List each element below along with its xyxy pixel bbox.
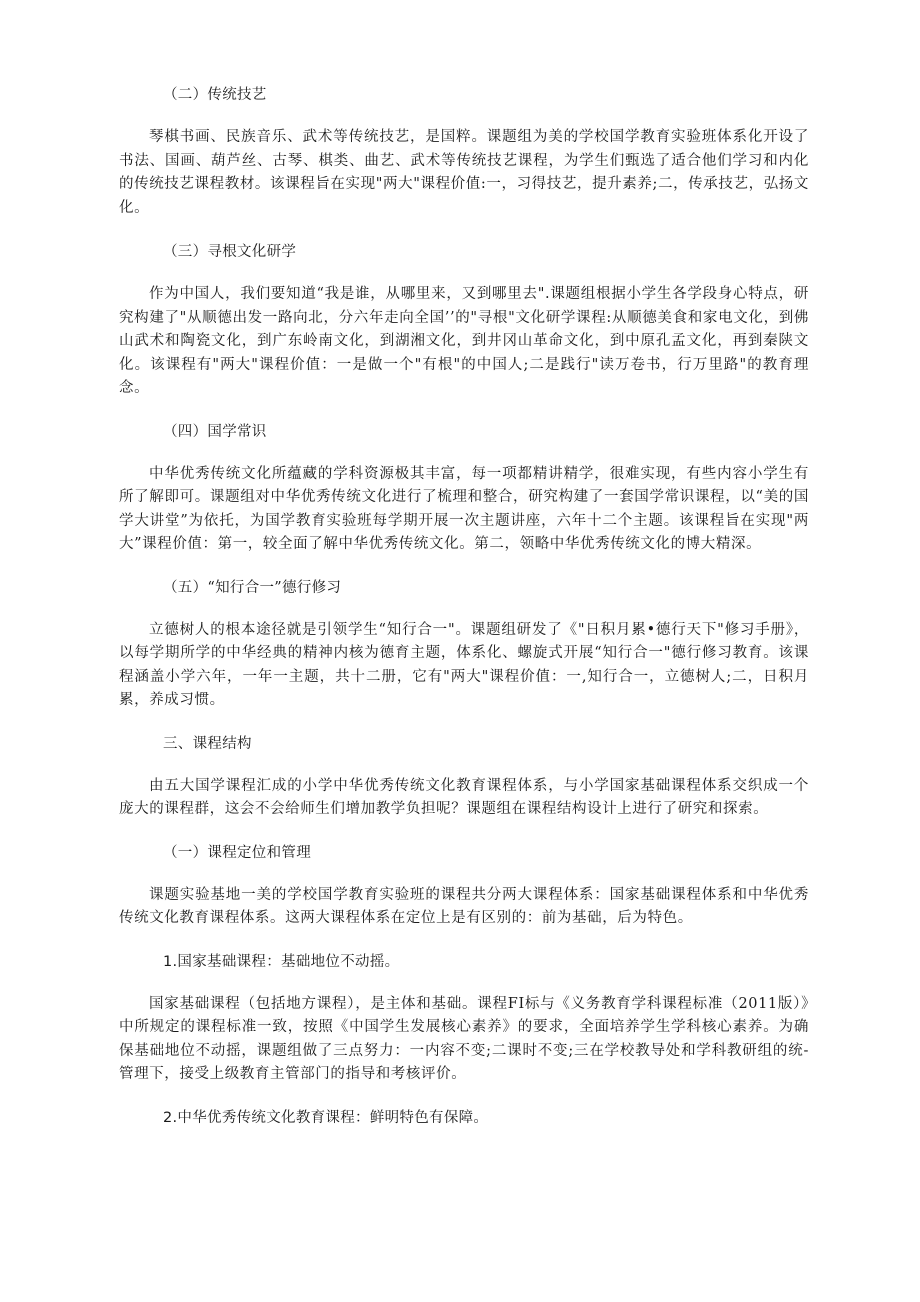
section-heading-course-structure: 三、课程结构 [163,735,252,752]
section-heading-traditional-crafts: （二）传统技艺 [163,87,267,103]
paragraph-traditional-crafts: 琴棋书画、民族音乐、武术等传统技艺，是国粹。课题组为美的学校国学教育实验班体系化开设了书法、国画、葫芦丝、古琴、棋类、曲艺、武术等传统技艺课程，为学生们甄选了适合他们学习和内化的传统技艺课程教材。该课程旨在实现"两大"课程价值:一，习得技艺，提升素养;二，传承技艺，弘扬文化。 [119,129,809,216]
section-heading-national-basic: 1.国家基础课程：基础地位不动摇。 [163,953,400,970]
section-heading-zhixing-heyi: （五）“知行合一”德行修习 [163,579,342,596]
paragraph-root-culture: 作为中国人，我们要知道“我是谁，从哪里来，又到哪里去".课题组根据小学生各学段身心特点，研究构建了"从顺德出发一路向北，分六年走向全国’’的"寻根"文化研学课程:从顺德美食和家电文化，到佛山武术和陶瓷文化，到广东岭南文化，到湖湘文化，到井冈山革命文化，到中原孔孟文化，再到秦陕文化。该课程有"两大"课程价值：一是做一个"有根"的中国人;二是践行"读万卷书，行万里路"的教育理念。 [119,286,809,396]
paragraph-zhixing-heyi: 立德树人的根本途径就是引领学生“知行合一"。课题组研发了《"日积月累•德行天下"修习手册》，以每学期所学的中华经典的精神内核为德育主题，体系化、螺旋式开展“知行合一"德行修习教育。该课程涵盖小学六年，一年一主题，共十二册，它有"两大"课程价值：一,知行合一，立德树人;二，日积月累，养成习惯。 [119,621,809,708]
paragraph-course-structure: 由五大国学课程汇成的小学中华优秀传统文化教育课程体系，与小学国家基础课程体系交织成一个庞大的课程群，这会不会给师生们增加教学负担呢？课题组在课程结构设计上进行了研究和探索。 [119,777,809,817]
document-page [119,82,809,1131]
section-heading-traditional-culture-course: 2.中华优秀传统文化教育课程：鲜明特色有保障。 [163,1109,489,1126]
paragraph-guoxue-knowledge: 中华优秀传统文化所蕴藏的学科资源极其丰富，每一项都精讲精学，很难实现，有些内容小学生有所了解即可。课题组对中华优秀传统文化进行了梳理和整合，研究构建了一套国学常识课程，以“美的国学大讲堂”为依托，为国学教育实验班每学期开展一次主题讲座，六年十二个主题。该课程旨在实现"两大”课程价值：第一，较全面了解中华优秀传统文化。第二，领略中华优秀传统文化的博大精深。 [119,465,809,552]
section-heading-guoxue-knowledge: （四）国学常识 [163,423,267,440]
paragraph-national-basic: 国家基础课程（包括地方课程），是主体和基础。课程FI标与《义务教育学科课程标准（2011版）》中所规定的课程标准一致，按照《中国学生发展核心素养》的要求，全面培养学生学科核心素养。为确保基础地位不动摇，课题组做了三点努力：一内容不变;二课时不变;三在学校教导处和学科教研组的统-管理下，接受上级教育主管部门的指导和考核评价。 [119,995,809,1082]
section-heading-course-positioning: （一）课程定位和管理 [163,844,311,861]
paragraph-course-positioning: 课题实验基地一美的学校国学教育实验班的课程共分两大课程体系：国家基础课程体系和中华优秀传统文化教育课程体系。这两大课程体系在定位上是有区别的：前为基础，后为特色。 [119,886,809,926]
section-heading-root-culture: （三）寻根文化研学 [163,244,297,260]
